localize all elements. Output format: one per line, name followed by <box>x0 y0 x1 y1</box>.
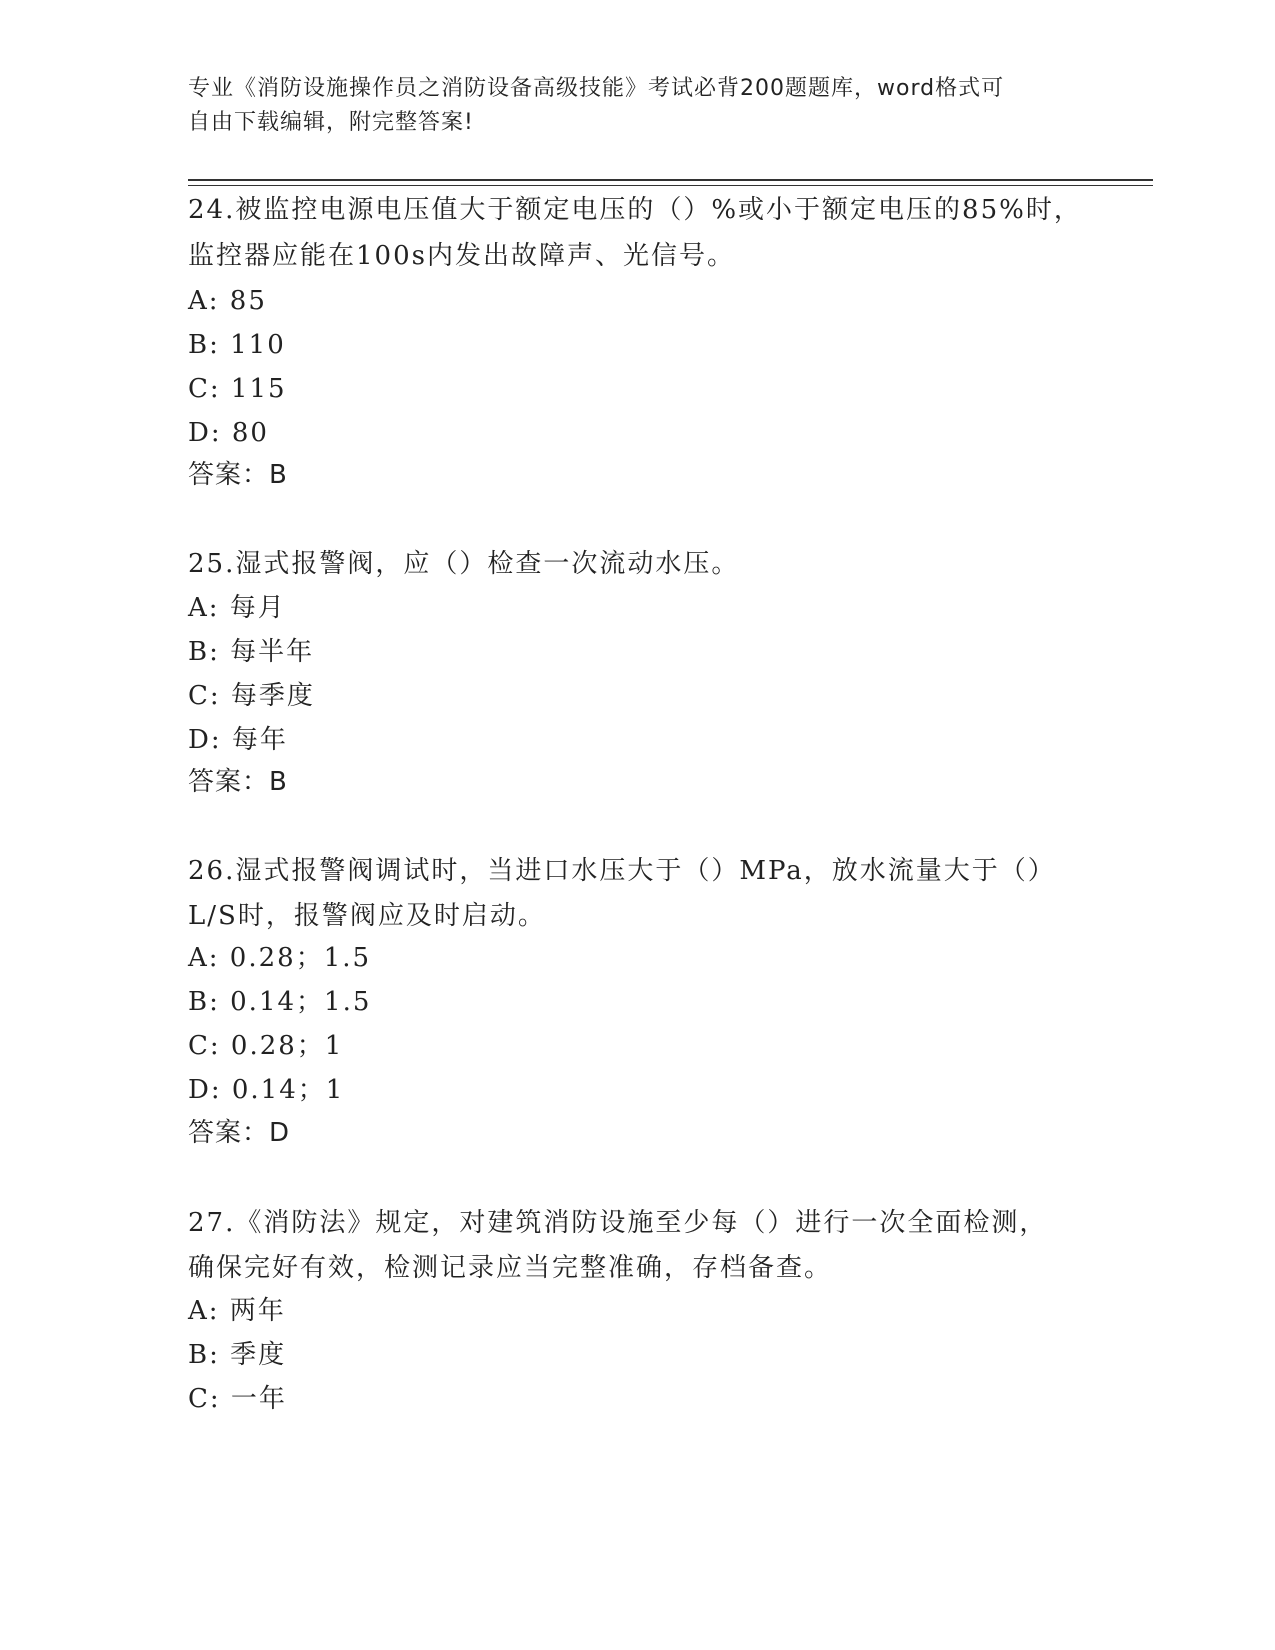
header-line-2: 自由下载编辑，附完整答案! <box>188 110 474 135</box>
question-24-option-d: D: 80 <box>188 418 269 448</box>
question-24-line-1: 24.被监控电源电压值大于额定电压的（）%或小于额定电压的85%时， <box>188 195 1082 225</box>
question-25-option-b: B: 每半年 <box>188 637 315 667</box>
question-27-line-1: 27.《消防法》规定，对建筑消防设施至少每（）进行一次全面检测， <box>188 1208 1048 1238</box>
question-24-option-c: C: 115 <box>188 374 287 404</box>
question-24-option-a: A: 85 <box>188 286 267 316</box>
question-26-option-b: B: 0.14；1.5 <box>188 987 372 1017</box>
question-25-option-c: C: 每季度 <box>188 681 315 711</box>
header-line-1: 专业《消防设施操作员之消防设备高级技能》考试必背200题题库，word格式可 <box>188 76 1005 101</box>
question-25-option-d: D: 每年 <box>188 725 288 755</box>
question-26-line-1: 26.湿式报警阀调试时，当进口水压大于（）MPa，放水流量大于（） <box>188 856 1056 886</box>
header-divider-thick <box>188 179 1153 181</box>
question-26-option-c: C: 0.28；1 <box>188 1031 344 1061</box>
question-24-answer: 答案：B <box>188 460 288 490</box>
question-27-line-2: 确保完好有效，检测记录应当完整准确，存档备查。 <box>188 1253 833 1283</box>
question-26-option-d: D: 0.14；1 <box>188 1075 345 1105</box>
question-24-line-2: 监控器应能在100s内发出故障声、光信号。 <box>188 241 735 271</box>
header-divider-thin <box>188 185 1153 186</box>
question-26-line-2: L/S时，报警阀应及时启动。 <box>188 901 546 931</box>
question-26-answer: 答案：D <box>188 1118 291 1148</box>
document-header <box>188 72 1068 140</box>
question-25-option-a: A: 每月 <box>188 593 286 623</box>
question-27-option-c: C: 一年 <box>188 1384 287 1414</box>
question-27-option-a: A: 两年 <box>188 1296 286 1326</box>
question-27-option-b: B: 季度 <box>188 1340 287 1370</box>
question-26-option-a: A: 0.28；1.5 <box>188 943 372 973</box>
question-25-line-1: 25.湿式报警阀，应（）检查一次流动水压。 <box>188 549 740 579</box>
question-25-answer: 答案：B <box>188 767 288 797</box>
question-24-option-b: B: 110 <box>188 330 286 360</box>
